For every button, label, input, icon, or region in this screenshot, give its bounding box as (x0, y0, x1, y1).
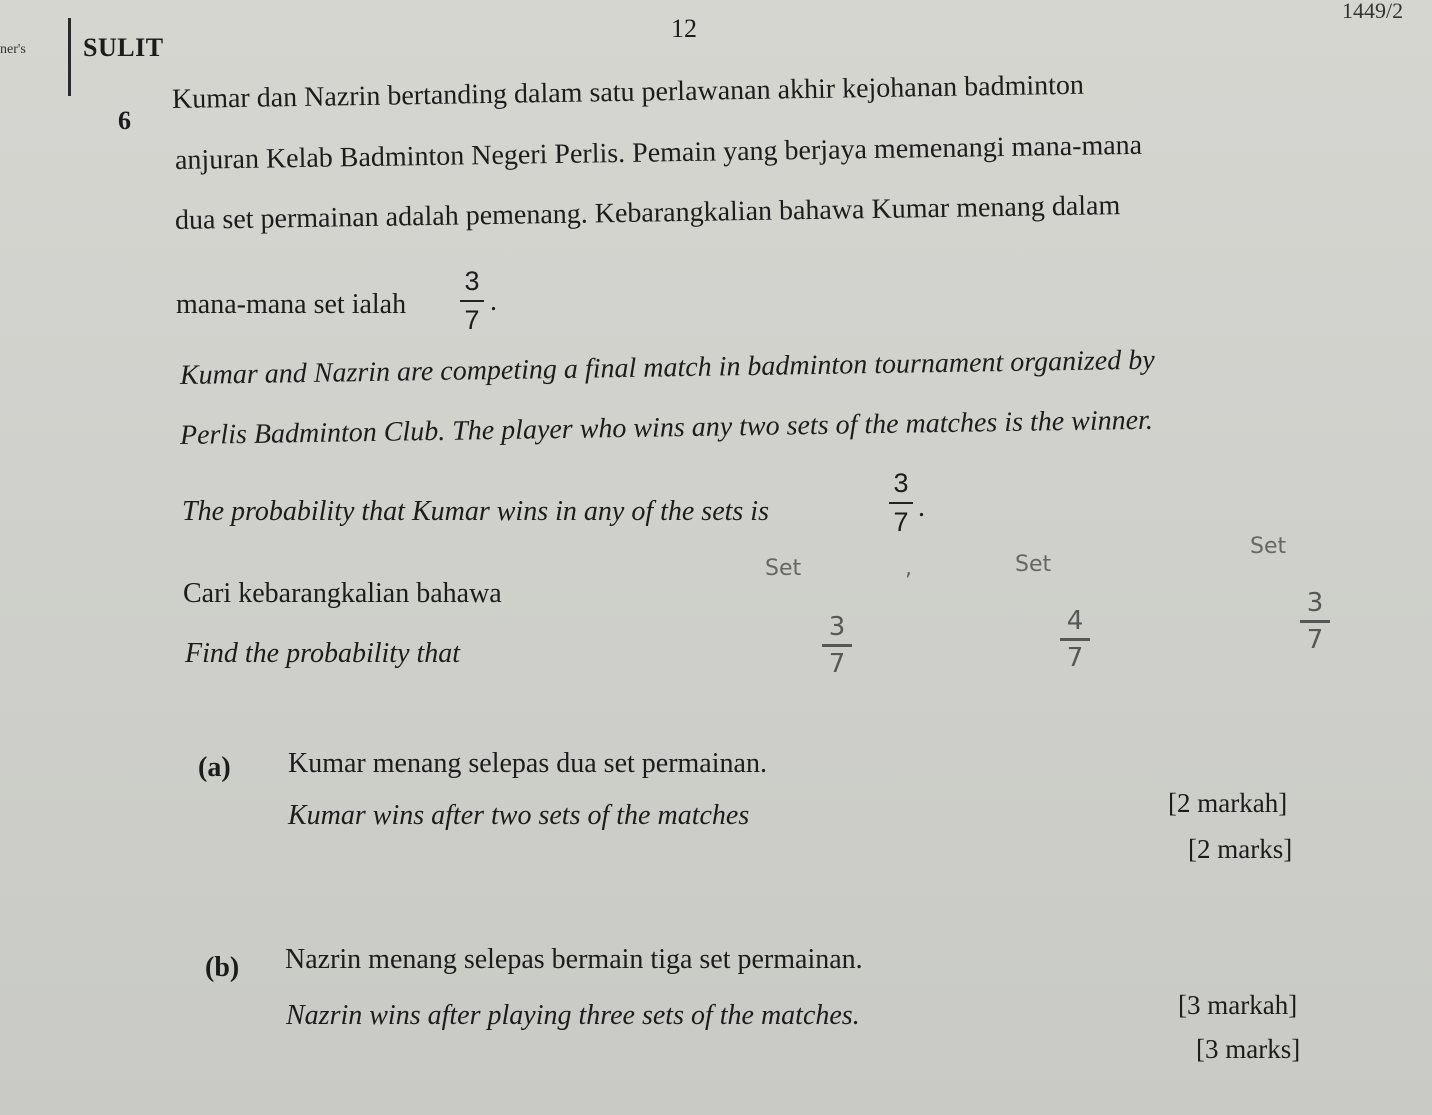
handwritten-fraction (1300, 590, 1330, 653)
fraction-denominator: 7 (893, 507, 909, 537)
page-number: 12 (671, 14, 697, 43)
handwritten-fraction (1060, 608, 1090, 671)
malay-line-4: mana-mana set ialah (176, 289, 407, 320)
handwritten-bar (1300, 620, 1330, 623)
part-b-marks-malay: [3 markah] (1178, 990, 1298, 1020)
handwritten-denominator: 7 (1066, 643, 1084, 673)
paper-code: 1449/2 (1342, 0, 1404, 23)
handwritten-set-label: Set (1015, 552, 1052, 577)
handwritten-numerator: 3 (828, 612, 846, 642)
handwritten-denominator: 7 (1306, 625, 1324, 655)
handwritten-numerator: 3 (1306, 588, 1324, 618)
malay-line-2: anjuran Kelab Badminton Negeri Perlis. Pemain yang berjaya memenangi mana-mana (174, 129, 1143, 176)
handwritten-bar (822, 644, 852, 647)
period: . (918, 492, 925, 523)
margin-line (68, 18, 71, 96)
english-line-2: Perlis Badminton Club. The player who wins any two sets of the matches is the winner. (179, 404, 1154, 451)
fraction-bar (889, 502, 913, 504)
margin-mark: ner's (0, 42, 26, 57)
handwritten-fraction (822, 614, 852, 677)
part-b-malay: Nazrin menang selepas bermain tiga set permainan. (285, 944, 863, 975)
handwritten-numerator: 4 (1066, 606, 1084, 636)
fraction-denominator: 7 (464, 305, 480, 335)
malay-fraction (460, 268, 484, 334)
malay-line-3: dua set permainan adalah pemenang. Kebarangkalian bahawa Kumar menang dalam (174, 190, 1121, 236)
part-a-marks-malay: [2 markah] (1168, 788, 1288, 818)
question-number: 6 (118, 106, 131, 135)
handwritten-set-label: Set (1250, 534, 1287, 559)
handwritten-denominator: 7 (828, 649, 846, 679)
part-a-label: (a) (198, 752, 231, 783)
period: . (490, 286, 497, 317)
english-line-1: Kumar and Nazrin are competing a final match in badminton tournament organized by (179, 344, 1155, 391)
fraction-bar (460, 300, 484, 302)
find-english: Find the probability that (185, 638, 461, 669)
find-malay: Cari kebarangkalian bahawa (183, 578, 502, 609)
part-b-english: Nazrin wins after playing three sets of the matches. (286, 1000, 860, 1031)
fraction-numerator: 3 (893, 468, 909, 498)
part-a-malay: Kumar menang selepas dua set permainan. (288, 748, 767, 779)
part-a-english: Kumar wins after two sets of the matches (288, 800, 750, 831)
handwritten-comma: , (905, 556, 912, 581)
fraction-numerator: 3 (464, 266, 480, 296)
english-line-3: The probability that Kumar wins in any of the sets is (182, 496, 769, 527)
sulit-label: SULIT (83, 33, 164, 62)
part-b-label: (b) (205, 952, 240, 983)
handwritten-set-label: Set (765, 556, 802, 581)
part-b-marks-english: [3 marks] (1196, 1034, 1301, 1064)
malay-line-1: Kumar dan Nazrin bertanding dalam satu perlawanan akhir kejohanan badminton (171, 69, 1085, 115)
part-a-marks-english: [2 marks] (1188, 834, 1293, 864)
english-fraction (889, 470, 913, 536)
handwritten-bar (1060, 638, 1090, 641)
